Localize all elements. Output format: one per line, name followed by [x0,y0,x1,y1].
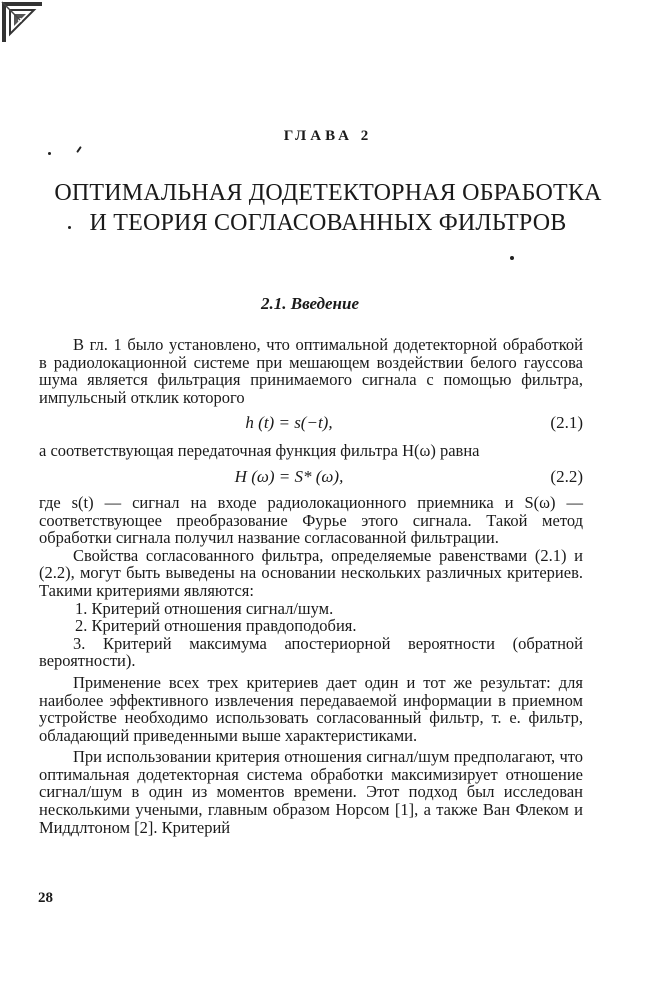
chapter-title-line: И ТЕОРИЯ СОГЛАСОВАННЫХ ФИЛЬТРОВ [89,210,567,236]
list-item: 3. Критерий максимума апостериорной вероятности (обратной вероятности). [39,633,583,671]
print-speck [76,146,82,153]
page-number: 28 [38,890,53,906]
print-speck [510,256,514,260]
list-item: 2. Критерий отношения правдоподобия. [75,616,357,636]
equation-2-1 [39,410,583,436]
paragraph: где s(t) — сигнал на входе радиолокационного приемника и S(ω) — соответствующее преобразование Фурье этого сигнала. Такой метод обработки сигнала получил название согласованной фильтрации. [39,492,583,548]
print-speck [48,152,51,155]
paragraph: Применение всех трех критериев дает один и тот же результат: для наиболее эффективного извлечения передаваемой информации в приемном устройстве необходимо использовать согласованный фильтр, т. е. фильтр, обладающий приведенными выше характеристиками. [39,672,583,745]
list-item: 1. Критерий отношения сигнал/шум. [75,598,334,618]
section-heading: 2.1. Введение [260,294,359,313]
equation-formula: H (ω) = S* (ω), [234,466,344,486]
equation-2-2 [39,464,583,490]
body-text [39,336,583,836]
equation-number: (2.1) [550,413,583,433]
chapter-heading: ГЛАВА 2 [283,128,373,144]
chapter-title-line: ОПТИМАЛЬНАЯ ДОДЕТЕКТОРНАЯ ОБРАБОТКА [54,180,602,206]
equation-number: (2.2) [550,466,583,486]
paragraph: Свойства согласованного фильтра, определяемые равенствами (2.1) и (2.2), могут быть выведены на основании нескольких различных критериев. Такими критериями являются: [39,545,583,600]
paragraph: При использовании критерия отношения сигнал/шум предполагают, что оптимальная додетекторная система обработки максимизирует отношение сигнал/шум в один из моментов времени. Этот подход был исследован несколькими учеными, главным образом Норсом [1], а также Ван Флеком и Миддлтоном [2]. Критерий [39,747,583,837]
chapter-title [0,178,656,238]
paragraph: В гл. 1 было установлено, что оптимальной додетекторной обработкой в радиолокационной системе при мешающем воздействии белого гауссова шума является фильтрация принимаемого сигнала с помощью фильтра, импульсный отклик которого [39,335,583,407]
paragraph: а соответствующая передаточная функция фильтра H(ω) равна [39,441,480,461]
equation-formula: h (t) = s(−t), [245,413,333,433]
corner-ornament-icon [0,0,44,44]
